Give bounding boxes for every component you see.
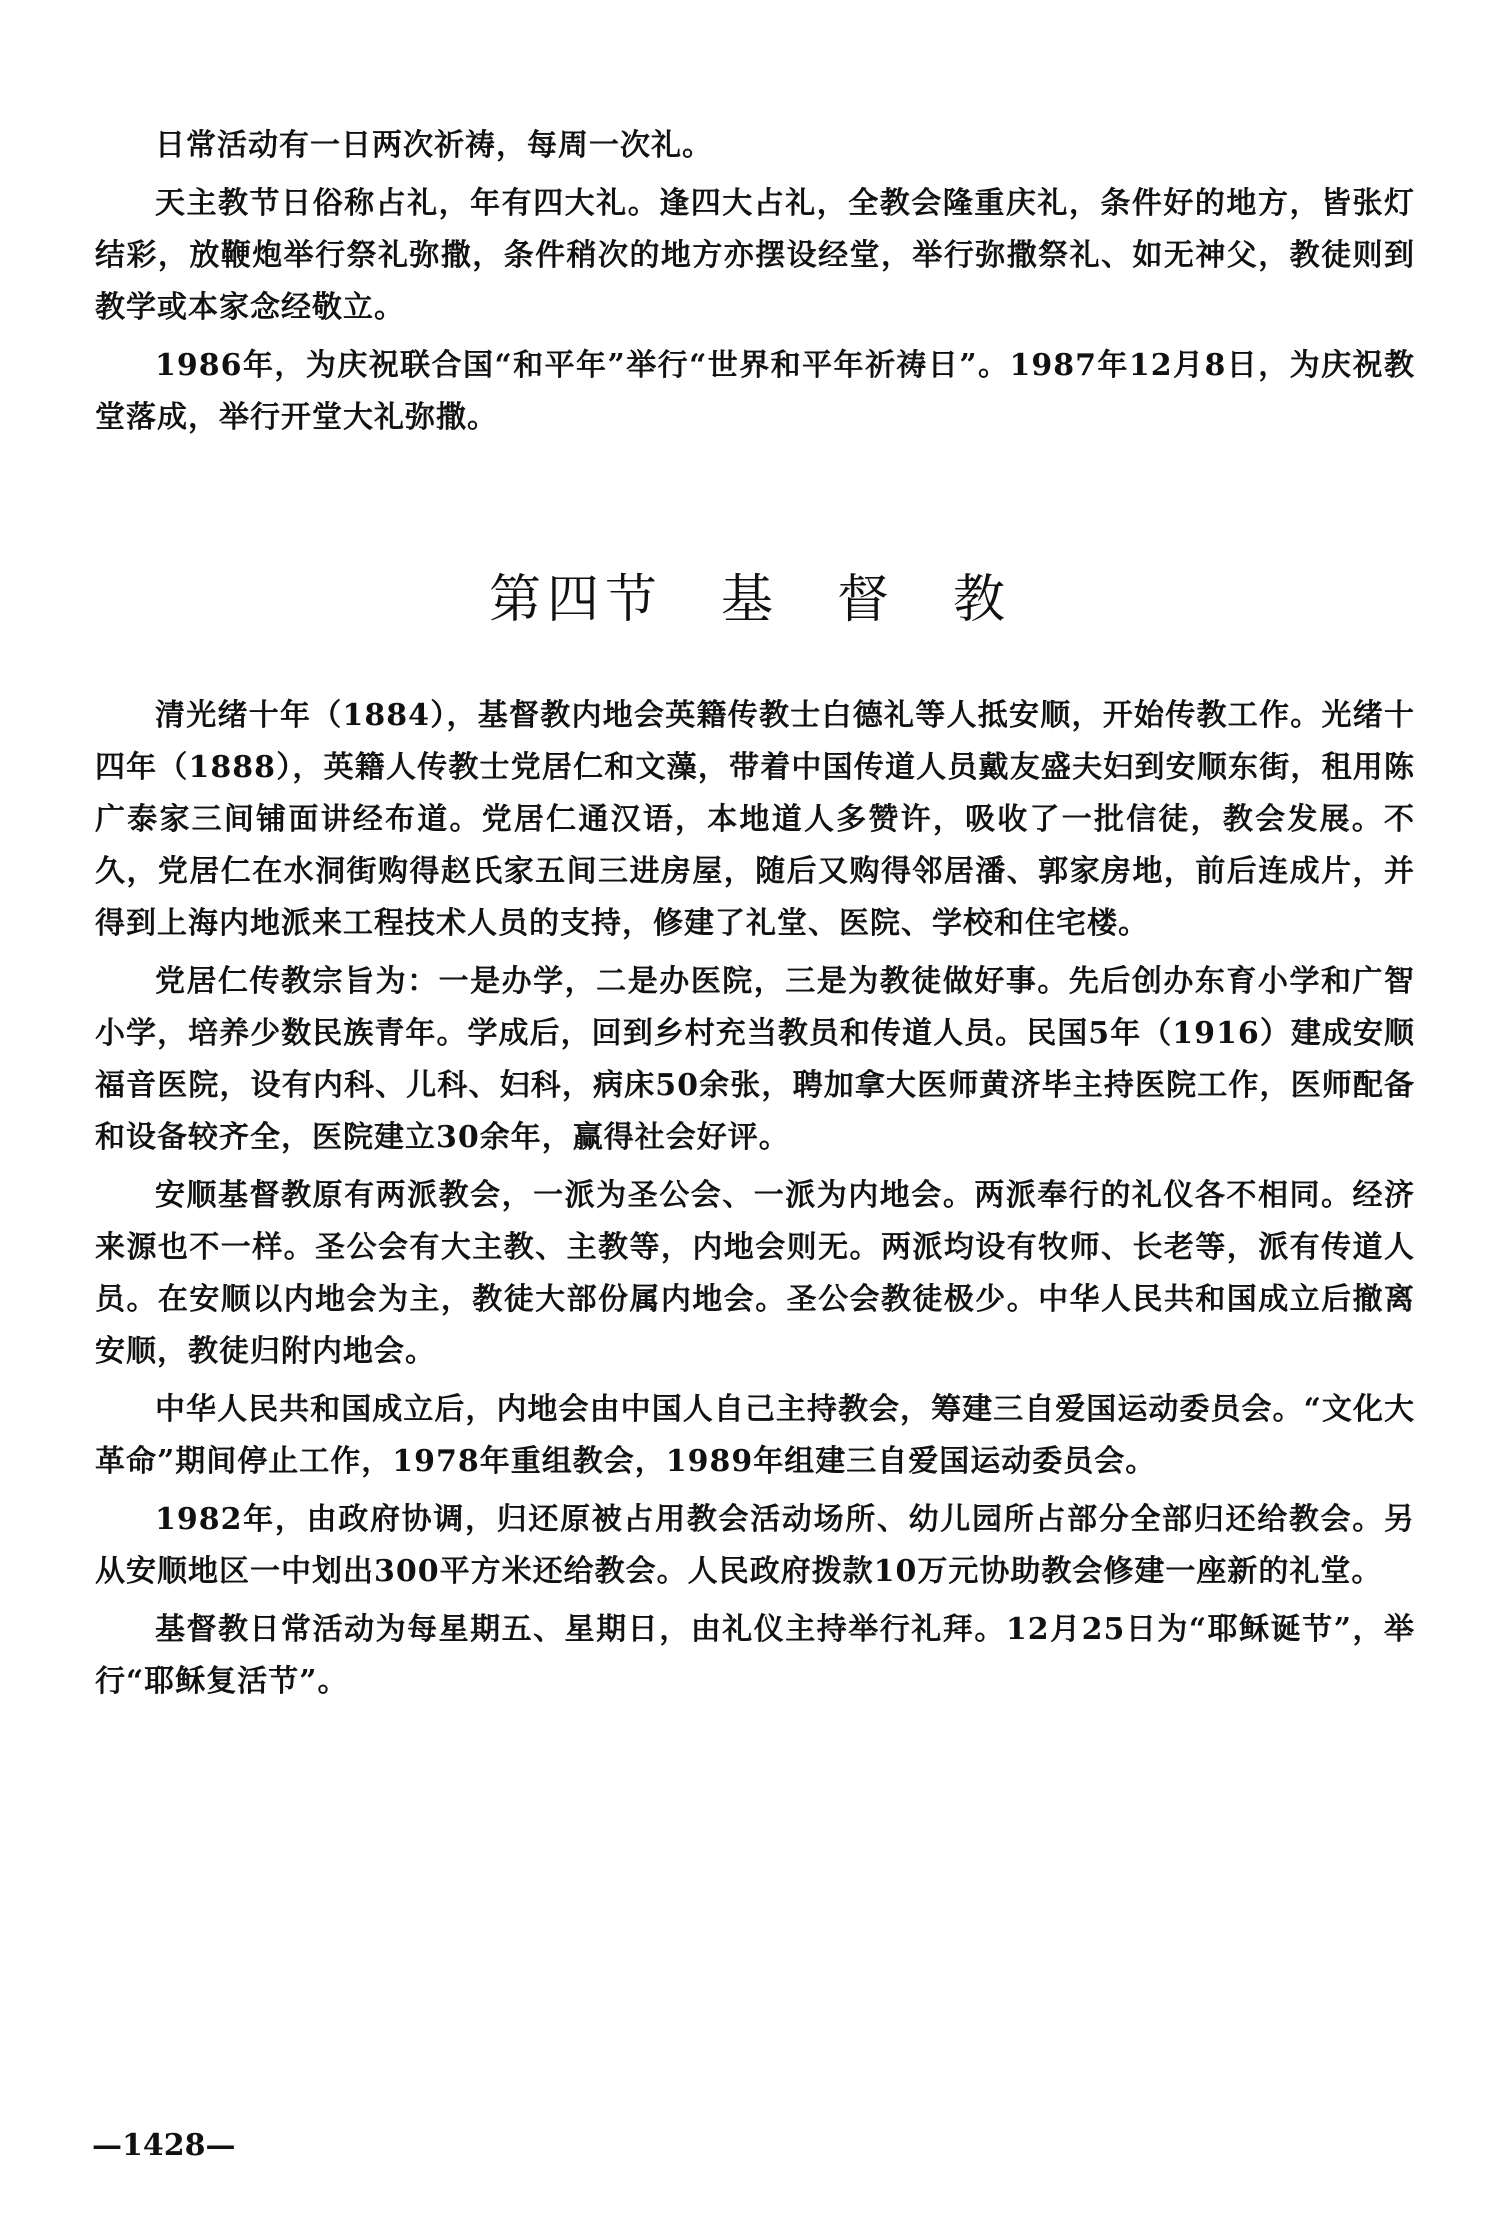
- paragraph: 天主教节日俗称占礼，年有四大礼。逢四大占礼，全教会隆重庆礼，条件好的地方，皆张灯结彩，放鞭炮举行祭礼弥撒，条件稍次的地方亦摆设经堂，举行弥撒祭礼、如无神父，教徒则到教学或本家念经敬立。: [95, 186, 1415, 325]
- paragraph: 安顺基督教原有两派教会，一派为圣公会、一派为内地会。两派奉行的礼仪各不相同。经济来源也不一样。圣公会有大主教、主教等，内地会则无。两派均设有牧师、长老等，派有传道人员。在安顺以内地会为主，教徒大部份属内地会。圣公会教徒极少。中华人民共和国成立后撤离安顺，教徒归附内地会。: [95, 1178, 1415, 1369]
- paragraph: 日常活动有一日两次祈祷，每周一次礼。: [155, 128, 713, 163]
- top-text-block: [95, 120, 1415, 450]
- paragraph: 清光绪十年（1884），基督教内地会英籍传教士白德礼等人抵安顺，开始传教工作。光绪十四年（1888），英籍人传教士党居仁和文藻，带着中国传道人员戴友盛夫妇到安顺东街，租用陈广泰家三间铺面讲经布道。党居仁通汉语，本地道人多赞许，吸收了一批信徒，教会发展。不久，党居仁在水洞街购得赵氏家五间三进房屋，随后又购得邻居潘、郭家房地，前后连成片，并得到上海内地派来工程技术人员的支持，修建了礼堂、医院、学校和住宅楼。: [95, 698, 1415, 941]
- paragraph: 党居仁传教宗旨为：一是办学，二是办医院，三是为教徒做好事。先后创办东育小学和广智小学，培养少数民族青年。学成后，回到乡村充当教员和传道人员。民国5年（1916）建成安顺福音医院，设有内科、儿科、妇科，病床50余张，聘加拿大医师黄济毕主持医院工作，医师配备和设备较齐全，医院建立30余年，赢得社会好评。: [95, 964, 1415, 1155]
- paragraph: 1986年，为庆祝联合国“和平年”举行“世界和平年祈祷日”。1987年12月8日，为庆祝教堂落成，举行开堂大礼弥撒。: [95, 348, 1415, 435]
- section-title: 第四节 基 督 教: [488, 570, 1011, 630]
- page-number: —1428—: [92, 2128, 236, 2163]
- paragraph: 1982年，由政府协调，归还原被占用教会活动场所、幼儿园所占部分全部归还给教会。另从安顺地区一中划出300平方米还给教会。人民政府拨款10万元协助教会修建一座新的礼堂。: [95, 1502, 1415, 1589]
- paragraph: 中华人民共和国成立后，内地会由中国人自己主持教会，筹建三自爱国运动委员会。“文化大革命”期间停止工作，1978年重组教会，1989年组建三自爱国运动委员会。: [95, 1392, 1415, 1479]
- paragraph: 基督教日常活动为每星期五、星期日，由礼仪主持举行礼拜。12月25日为“耶稣诞节”，举行“耶稣复活节”。: [95, 1612, 1415, 1699]
- section-text-block: [95, 690, 1415, 1714]
